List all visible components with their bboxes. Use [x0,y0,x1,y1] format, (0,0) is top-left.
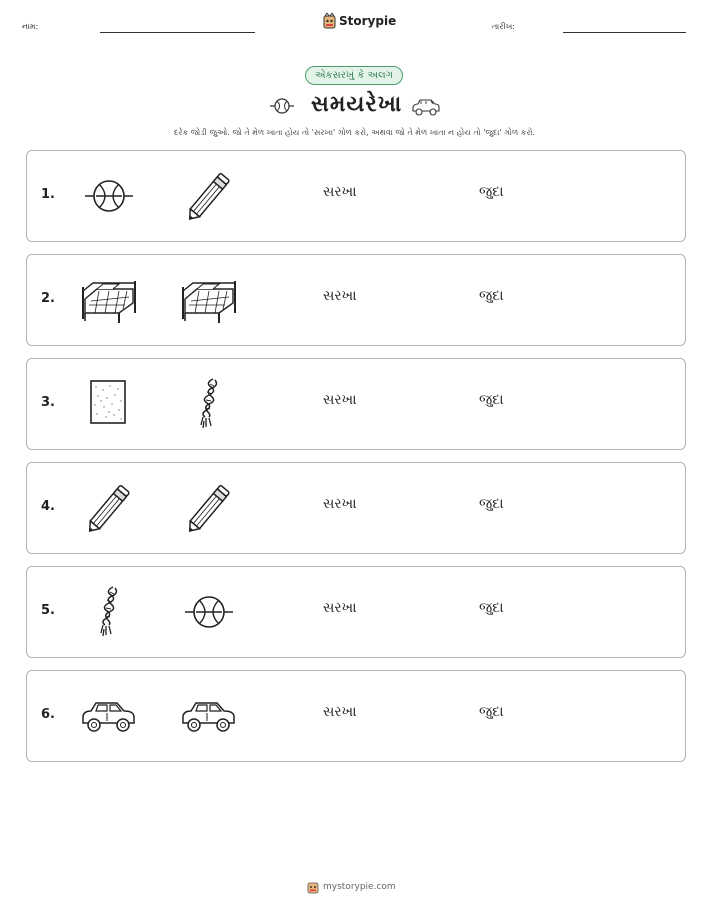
paper-icon [79,377,139,431]
question-card [26,462,686,554]
storypie-mascot-icon [307,880,319,894]
date-label: તારીખ: [492,22,515,31]
pencil-icon [79,481,139,535]
ball-icon [79,169,139,223]
rope-icon [179,377,239,431]
car-icon [179,689,239,743]
question-card [26,150,686,242]
question-card [26,670,686,762]
question-number: 4. [41,499,55,514]
date-field[interactable] [563,32,686,33]
same-option[interactable]: સરખા [323,704,357,720]
question-number: 1. [41,187,55,202]
question-number: 6. [41,707,55,722]
page-title: સમયરેખા [311,92,403,117]
different-option[interactable]: જુદા [479,288,504,304]
same-option[interactable]: સરખા [323,600,357,616]
different-option[interactable]: જુદા [479,704,504,720]
same-option[interactable]: સરખા [323,496,357,512]
same-option[interactable]: સરખા [323,184,357,200]
category-badge: એકસરખું કે અલગ [305,66,403,85]
pencil-icon [179,481,239,535]
question-number: 5. [41,603,55,618]
car-icon [410,96,442,118]
name-label: નામ: [22,22,39,31]
question-number: 2. [41,291,55,306]
same-option[interactable]: સરખા [323,392,357,408]
question-card [26,566,686,658]
car-icon [79,689,139,743]
different-option[interactable]: જુદા [479,600,504,616]
same-option[interactable]: સરખા [323,288,357,304]
footer-site: mystorypie.com [323,882,396,892]
bed-icon [79,273,139,327]
different-option[interactable]: જુદા [479,392,504,408]
brand-logo [323,13,396,29]
brand-name: Storypie [339,14,397,28]
ball-icon [179,585,239,639]
rope-icon [79,585,139,639]
different-option[interactable]: જુદા [479,496,504,512]
pencil-icon [179,169,239,223]
name-field[interactable] [100,32,255,33]
bed-icon [179,273,239,327]
question-number: 3. [41,395,55,410]
storypie-mascot-icon [323,13,336,29]
instructions: દરેક જોડી જુઓ. જો તે મેળ ખાતા હોય તો 'સરખા' ગોળ કરો, અથવા જો તે મેળ ખાતા ન હોય તો 'જુદા' ગોળ કરો. [173,128,536,137]
ball-icon [268,95,296,117]
different-option[interactable]: જુદા [479,184,504,200]
question-card [26,358,686,450]
footer [307,880,396,894]
question-card [26,254,686,346]
